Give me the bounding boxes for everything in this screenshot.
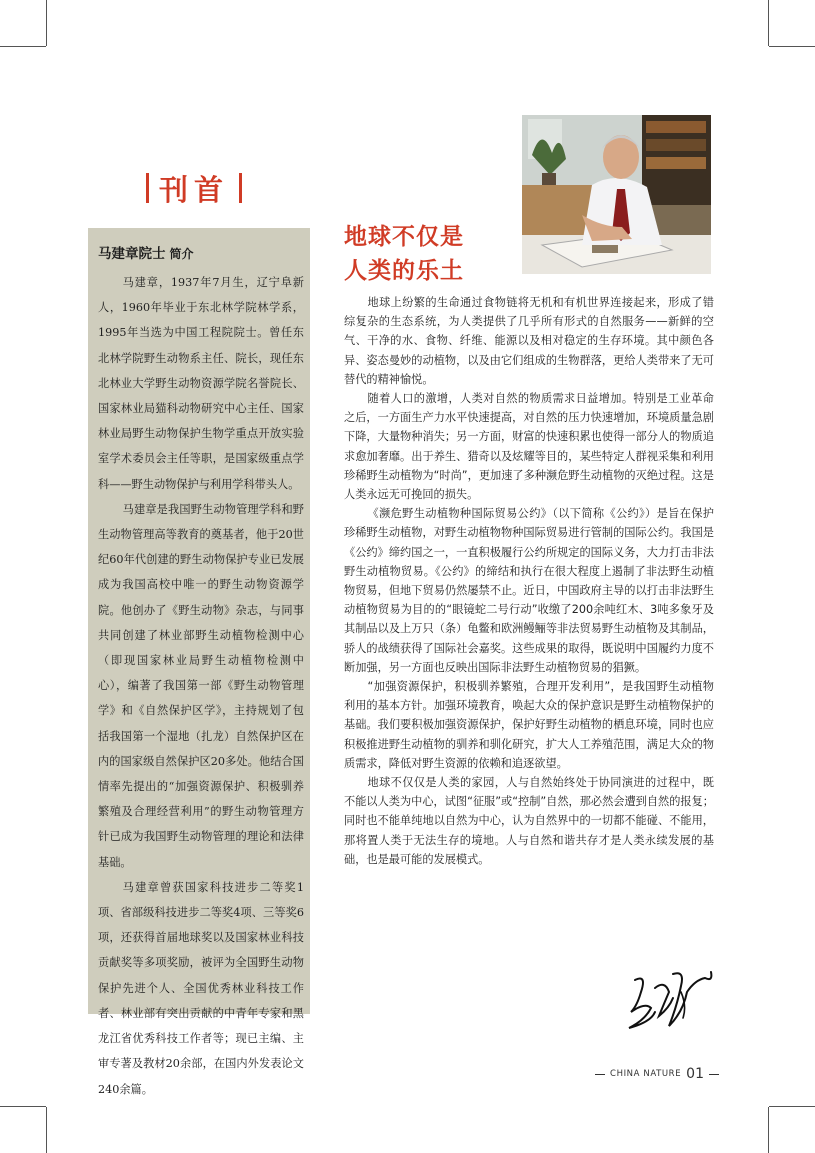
section-bar-left — [146, 173, 149, 203]
bio-heading-suffix: 简介 — [169, 247, 194, 261]
author-signature — [625, 962, 721, 1038]
crop-mark — [46, 0, 47, 46]
footer-dash — [595, 1074, 605, 1075]
article-paragraph: 地球上纷繁的生命通过食物链将无机和有机世界连接起来，形成了错综复杂的生态系统，为人类提供了几乎所有形式的自然服务——新鲜的空气、干净的水、食物、纤维、能源以及相对稳定的生存环境。其中颜色各异、姿态曼妙的动植物，以及由它们组成的生物群落，更给人类带来了无可替代的精神愉悦。 — [344, 296, 714, 386]
article-paragraph: 《濒危野生动植物种国际贸易公约》（以下简称《公约》）是旨在保护珍稀野生动植物，对野生动植物物种国际贸易进行管制的国际公约。我国是《公约》缔约国之一，一直积极履行公约所规定的国际义务，大力打击非法野生动植物贸易。《公约》的缔结和执行在很大程度上遏制了非法野生动植物贸易，但地下贸易仍然屡禁不止。近日，中国政府主导的以打击非法野生动植物贸易为目的的“眼镜蛇二号行动”收缴了200余吨红木、3吨多象牙及其制品以及上万只（条）龟鳖和欧洲鳗鲡等非法贸易野生动植物及其制品，骄人的战绩获得了国际社会嘉奖。这些成果的取得，既说明中国履约力度不断加强，另一方面也反映出国际非法野生动植物贸易的猖獗。 — [344, 507, 714, 674]
page-number: 01 — [686, 1066, 704, 1082]
article-paragraph: 随着人口的激增，人类对自然的物质需求日益增加。特别是工业革命之后，一方面生产力水平快速提高，对自然的压力快速增加，环境质量急剧下降，大量物种消失；另一方面，财富的快速积累也使得一部分人的物质追求愈加奢靡。出于养生、猎奇以及炫耀等目的，某些特定人群视采集和利用珍稀野生动植物为“时尚”，更加速了多种濒危野生动植物的灭绝过程。这是人类永远无可挽回的损失。 — [344, 392, 714, 502]
crop-mark — [769, 46, 815, 47]
footer-dash — [709, 1074, 719, 1075]
article-title — [344, 220, 544, 288]
bio-paragraph: 马建章是我国野生动物管理学科和野生动物管理高等教育的奠基者，他于20世纪60年代创建的野生动物保护专业已发展成为我国高校中唯一的野生动物资源学院。他创办了《野生动物》杂志，与同事共同创建了林业部野生动植物检测中心（即现国家林业局野生动植物检测中心），编著了我国第一部《野生动物管理学》和《自然保护区学》，主持规划了包括我国第一个湿地（扎龙）自然保护区在内的国家级自然保护区20多处。他结合国情率先提出的“加强资源保护、积极驯养繁殖及合理经营利用”的野生动物管理方针已成为我国野生动物管理的理论和法律基础。 — [98, 502, 304, 869]
bio-paragraph: 马建章，1937年7月生，辽宁阜新人，1960年毕业于东北林学院林学系，1995年当选为中国工程院院士。曾任东北林学院野生动物系主任、院长，现任东北林业大学野生动物资源学院名誉院长、国家林业局猫科动物研究中心主任、国家林业局野生动物保护生物学重点开放实验室学术委员会主任等职，是国家级重点学科——野生动物保护与利用学科带头人。 — [98, 276, 304, 491]
section-bar-right — [239, 173, 242, 203]
crop-mark — [768, 0, 769, 46]
article-body — [344, 293, 714, 869]
crop-mark — [0, 46, 46, 47]
magazine-name: CHINA NATURE — [610, 1069, 682, 1079]
author-photo-image — [522, 115, 711, 274]
section-label: 刊首 — [159, 172, 230, 207]
section-heading — [146, 170, 242, 206]
article-paragraph: 地球不仅仅是人类的家园，人与自然始终处于协同演进的过程中，既不能以人类为中心，试图“征服”或“控制”自然，那必然会遭到自然的报复；同时也不能单纯地以自然为中心，认为自然界中的一切都不能碰、不能用，那将置人类于无法生存的境地。人与自然和谐共存才是人类永续发展的基础，也是最可能的发展模式。 — [344, 776, 714, 866]
title-line-1: 地球不仅是 — [344, 223, 464, 250]
crop-mark — [768, 1107, 769, 1153]
article-paragraph: “加强资源保护，积极驯养繁殖，合理开发利用”，是我国野生动植物利用的基本方针。加强环境教育，唤起大众的保护意识是野生动植物保护的基础。我们要积极加强资源保护，保护好野生动植物的栖息环境，同时也应积极推进野生动植物的驯养和驯化研究，扩大人工养殖范围，满足大众的物质需求，降低对野生资源的依赖和追逐欲望。 — [344, 680, 714, 770]
crop-mark — [46, 1107, 47, 1153]
author-photo — [522, 115, 711, 274]
bio-heading-name: 马建章院士 — [98, 246, 166, 262]
bio-paragraph: 马建章曾获国家科技进步二等奖1项、省部级科技进步二等奖4项、三等奖6项，还获得首届地球奖以及国家林业科技贡献奖等多项奖励，被评为全国野生动物保护先进个人、全国优秀林业科技工作者、林业部有突出贡献的中青年专家和黑龙江省优秀科技工作者等；现已主编、主审专著及教材20余部，在国内外发表论文240余篇。 — [98, 880, 304, 1096]
crop-mark — [769, 1106, 815, 1107]
author-bio-box — [88, 228, 310, 1096]
crop-mark — [0, 1106, 46, 1107]
title-line-2: 人类的乐土 — [344, 257, 464, 284]
page-footer — [595, 1066, 719, 1082]
bio-heading — [98, 242, 304, 262]
